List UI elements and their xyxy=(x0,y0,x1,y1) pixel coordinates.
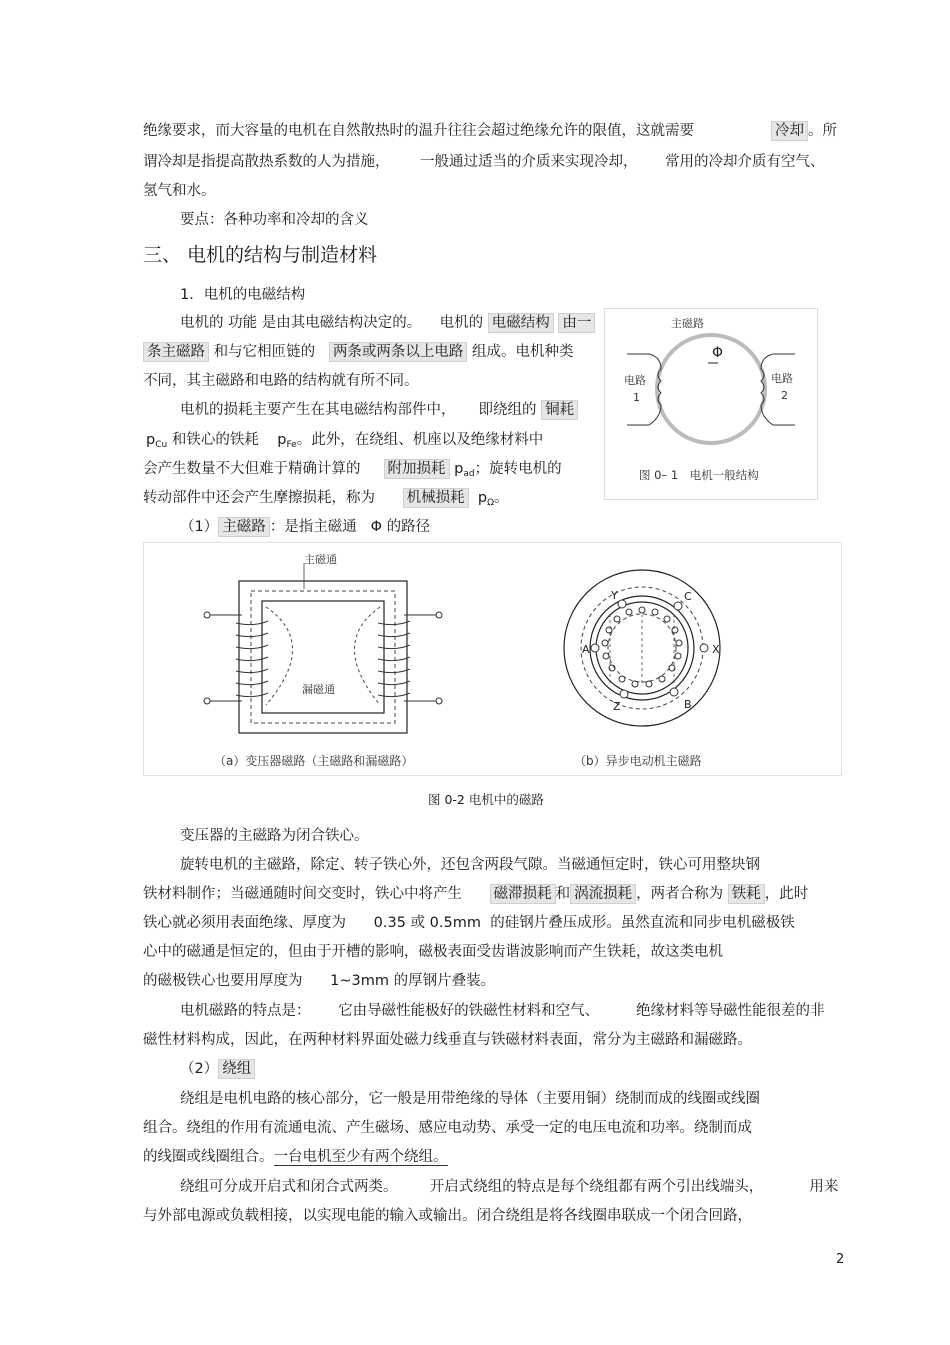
text-line xyxy=(143,459,562,484)
phase-label-c: C xyxy=(684,590,692,603)
text-span: 开启式绕组的特点是每个绕组都有两个引出线端头， xyxy=(429,1179,764,1195)
subsection-title: 1．电机的电磁结构 xyxy=(180,287,306,303)
text-span: 和与它相匝链的 xyxy=(213,344,316,360)
text-line xyxy=(180,1001,825,1021)
text-line xyxy=(180,1059,255,1079)
underlined-text: 一台电机至少有两个绕组。 xyxy=(273,1149,448,1165)
text-span: 用来 xyxy=(809,1179,839,1195)
text-span: 转动部件中还会产生摩擦损耗，称为 xyxy=(143,490,375,506)
text-line: 与外部电源或负载相接，以实现电能的输入或输出。闭合绕组是将各线圈串联成一个闭合回路， xyxy=(143,1208,752,1224)
motor-structure-diagram xyxy=(605,309,817,499)
leak-flux-label: 漏磁通 xyxy=(302,683,335,696)
text-line: 绕组是电机电路的核心部分，它一般是用带绝缘的导体（主要用铜）绕制而成的线圈或线圈 xyxy=(180,1091,760,1107)
main-flux-label: 主磁通 xyxy=(304,553,337,566)
text-span: ，两者合称为 xyxy=(636,886,724,902)
terminal-icon xyxy=(204,698,210,704)
highlight-term: 两条或两条以上电路 xyxy=(329,342,468,362)
highlight-term: 冷却 xyxy=(771,121,808,141)
phase-label-x: X xyxy=(712,643,720,656)
text-span: 的厚钢片叠装。 xyxy=(393,973,496,989)
highlight-term: 磁滞损耗 xyxy=(490,884,556,904)
text-line: 磁性材料构成，因此，在两种材料界面处磁力线垂直与铁磁材料表面，常分为主磁路和漏磁路。 xyxy=(143,1032,752,1048)
highlight-term: 主磁路 xyxy=(218,517,270,537)
text-line xyxy=(143,181,216,201)
item-number: （1） xyxy=(180,519,219,535)
symbol-p: p xyxy=(454,461,464,477)
secondary-coil-icon xyxy=(378,621,410,697)
text-line xyxy=(143,913,795,933)
phase-label-z: Z xyxy=(613,700,621,713)
main-flux-loop xyxy=(608,614,676,682)
text-span: 会产生数量不大但难于精确计算的 xyxy=(143,461,361,477)
main-flux-path xyxy=(251,591,395,723)
highlight-term: 附加损耗 xyxy=(384,459,450,479)
text-line: 旋转电机的主磁路，除定、转子铁心外，还包含两段气隙。当磁通恒定时，铁心可用整块钢 xyxy=(180,857,760,873)
text-span: 电机磁路的特点是： xyxy=(180,1003,311,1019)
core-inner xyxy=(262,601,384,713)
text-span: 0.35 或 0.5mm xyxy=(373,915,481,931)
circuit-2-number: 2 xyxy=(781,389,788,402)
phase-label-b: B xyxy=(684,698,692,711)
text-line: 变压器的主磁路为闭合铁心。 xyxy=(180,828,369,844)
terminal-icon xyxy=(436,612,442,618)
text-span: 。 xyxy=(493,490,509,506)
stator-inner xyxy=(590,596,694,700)
text-line xyxy=(146,430,543,455)
highlight-term: 条主磁路 xyxy=(143,342,209,362)
text-span: 的硅钢片叠压成形。虽然直流和同步电机磁极铁 xyxy=(490,915,795,931)
phi-symbol: Φ xyxy=(712,345,724,361)
text-span: ；旋转电机的 xyxy=(474,461,562,477)
symbol-p: p xyxy=(477,490,488,506)
text-line xyxy=(180,517,430,537)
magnetic-circuit-ring xyxy=(657,335,765,443)
text-span: ，此时 xyxy=(764,886,809,902)
main-magnetic-circuit-label: 主磁路 xyxy=(671,317,704,330)
symbol-p: p xyxy=(277,432,287,448)
text-span: 铁材料制作；当磁通随时间交变时，铁心中将产生 xyxy=(143,886,462,902)
leak-flux-left xyxy=(266,607,293,705)
text-span: 绕组可分成开启式和闭合式两类。 xyxy=(180,1179,398,1195)
text-span: 。所 xyxy=(808,123,837,139)
magnetic-circuit-diagram xyxy=(144,543,841,775)
terminal-icon xyxy=(436,698,442,704)
text-span: 。此外，在绕组、机座以及绝缘材料中 xyxy=(296,432,544,448)
page-number: 2 xyxy=(836,1252,845,1267)
highlight-term: 由一 xyxy=(558,313,595,333)
circuit-1-label: 电路 xyxy=(624,374,646,387)
subscript: ad xyxy=(463,469,475,479)
text-span: 的线圈或线圈组合。 xyxy=(143,1149,274,1165)
text-span: ：是指主磁通 xyxy=(269,519,357,535)
phase-label-y: Y xyxy=(611,589,618,602)
text-span: 谓冷却是指提高散热系数的人为措施， xyxy=(143,154,390,170)
highlight-term: 铁耗 xyxy=(728,884,765,904)
stator-slots xyxy=(591,600,708,698)
text-span: 和 xyxy=(555,886,571,902)
text-span: 绝缘要求，而大容量的电机在自然散热时的温升往往会超过绝缘允许的限值，这就需要 xyxy=(143,123,694,139)
text-span: 和铁心的铁耗 xyxy=(171,432,259,448)
text-span: 它由导磁性能极好的铁磁性材料和空气、 xyxy=(338,1003,600,1019)
highlight-term: 绕组 xyxy=(218,1059,255,1079)
text-span: 铁心就必须用表面绝缘、厚度为 xyxy=(143,915,346,931)
text-line xyxy=(143,342,574,362)
figure-caption: 图 0-2 电机中的磁路 xyxy=(428,792,544,807)
section-title: 三、 电机的结构与制造材料 xyxy=(143,244,378,266)
text-line: 心中的磁通是恒定的，但由于开槽的影响，磁极表面受齿谐波影响而产生铁耗，故这类电机 xyxy=(143,944,723,960)
subscript: Ω xyxy=(487,498,494,508)
key-point: 要点：各种功率和冷却的含义 xyxy=(180,212,369,228)
highlight-term: 机械损耗 xyxy=(403,488,469,508)
text-line: 组合。绕组的作用有流通电流、产生磁场、感应电动势、承受一定的电压电流和功率。绕制而成 xyxy=(143,1120,752,1136)
primary-coil-icon xyxy=(236,621,268,697)
text-line: 不同，其主磁路和电路的结构就有所不同。 xyxy=(143,373,419,389)
text-span: 电机的 xyxy=(439,315,484,331)
item-number: （2） xyxy=(180,1061,219,1077)
text-line xyxy=(143,121,694,141)
text-span: 常用的冷却介质有空气、 xyxy=(665,154,825,170)
core-outer xyxy=(239,581,407,733)
figure-caption: 图 0– 1 电机一般结构 xyxy=(639,468,759,482)
text-span: 的磁极铁心也要用厚度为 xyxy=(143,973,303,989)
text-line xyxy=(665,152,825,172)
text-span: 绝缘材料等导磁性能很差的非 xyxy=(636,1003,825,1019)
text-line xyxy=(143,488,508,513)
figure-0-1 xyxy=(604,308,818,500)
symbol-p: p xyxy=(146,432,156,448)
phi-symbol: Φ xyxy=(370,519,382,535)
text-line xyxy=(143,152,390,172)
text-span: 的路径 xyxy=(386,519,431,535)
leak-flux-right xyxy=(355,607,381,705)
text-line xyxy=(180,313,595,333)
flux-lines xyxy=(610,615,674,683)
subscript: Cu xyxy=(155,440,168,450)
text-span: 即绕组的 xyxy=(478,402,537,418)
text-line xyxy=(180,400,578,420)
circuit-2-label: 电路 xyxy=(771,372,793,385)
text-span: 组成。电机种类 xyxy=(472,344,574,360)
text-span: 1~3mm xyxy=(330,973,390,989)
text-line xyxy=(180,1177,838,1197)
subcaption-b: （b）异步电动机主磁路 xyxy=(574,754,702,768)
text-line xyxy=(420,152,638,172)
text-line xyxy=(771,121,837,141)
subcaption-a: （a）变压器磁路（主磁路和漏磁路） xyxy=(214,754,414,768)
text-span: 电机的损耗主要产生在其电磁结构部件中， xyxy=(180,402,456,418)
text-line xyxy=(143,971,495,991)
subscript: Fe xyxy=(286,440,297,450)
text-line xyxy=(143,884,808,904)
highlight-term: 涡流损耗 xyxy=(570,884,636,904)
phase-label-a: A xyxy=(582,643,590,656)
figure-0-2 xyxy=(143,542,842,776)
text-span: 一般通过适当的介质来实现冷却， xyxy=(420,154,638,170)
highlight-term: 电磁结构 xyxy=(488,313,554,333)
left-leads xyxy=(210,615,242,701)
highlight-term: 铜耗 xyxy=(541,400,578,420)
terminal-icon xyxy=(204,612,210,618)
text-span: 电机的 功能 是由其电磁结构决定的。 xyxy=(180,315,422,331)
circuit-1-number: 1 xyxy=(633,391,640,404)
text-line xyxy=(143,1147,471,1167)
text-span: 氢气和水。 xyxy=(143,183,216,199)
